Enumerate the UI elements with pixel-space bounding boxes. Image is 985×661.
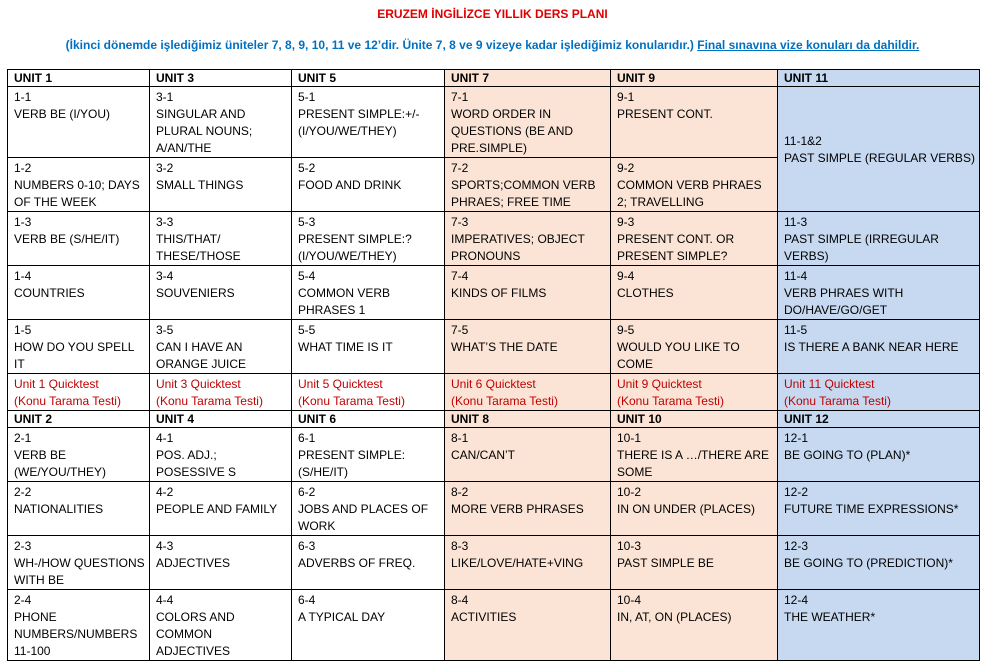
- top-header-row: [8, 70, 980, 87]
- lesson-cell: 1-5 HOW DO YOU SPELL IT: [8, 320, 150, 374]
- lesson-row: [8, 536, 980, 590]
- unit-header: UNIT 3: [150, 70, 292, 87]
- lesson-cell: 12-4 THE WEATHER*: [778, 590, 980, 661]
- lesson-plan-table: [7, 69, 980, 661]
- unit-header: UNIT 1: [8, 70, 150, 87]
- lesson-cell: 11-3 PAST SIMPLE (IRREGULAR VERBS): [778, 212, 980, 266]
- lesson-cell: 5-4 COMMON VERB PHRASES 1: [292, 266, 445, 320]
- lesson-cell: 2-2 NATIONALITIES: [8, 482, 150, 536]
- lesson-cell: 11-4 VERB PHRAES WITH DO/HAVE/GO/GET: [778, 266, 980, 320]
- lesson-cell: 10-1 THERE IS A …/THERE ARE SOME: [611, 428, 778, 482]
- lesson-cell: 9-5 WOULD YOU LIKE TO COME: [611, 320, 778, 374]
- lesson-cell: 4-3 ADJECTIVES: [150, 536, 292, 590]
- lesson-cell: 7-3 IMPERATIVES; OBJECT PRONOUNS: [445, 212, 611, 266]
- lesson-cell: 10-4 IN, AT, ON (PLACES): [611, 590, 778, 661]
- lesson-row: [8, 212, 980, 266]
- lesson-cell: 3-3 THIS/THAT/ THESE/THOSE: [150, 212, 292, 266]
- lesson-cell: 8-4 ACTIVITIES: [445, 590, 611, 661]
- unit-header: UNIT 5: [292, 70, 445, 87]
- lesson-cell: 12-3 BE GOING TO (PREDICTION)*: [778, 536, 980, 590]
- quicktest-row: [8, 374, 980, 411]
- quicktest-cell: Unit 9 Quicktest (Konu Tarama Testi): [611, 374, 778, 411]
- lesson-cell: 2-3 WH-/HOW QUESTIONS WITH BE: [8, 536, 150, 590]
- lesson-cell: 8-2 MORE VERB PHRASES: [445, 482, 611, 536]
- lesson-cell: 10-3 PAST SIMPLE BE: [611, 536, 778, 590]
- lesson-cell: 7-1 WORD ORDER IN QUESTIONS (BE AND PRE.SIMPLE): [445, 87, 611, 158]
- lesson-cell: 3-5 CAN I HAVE AN ORANGE JUICE: [150, 320, 292, 374]
- quicktest-cell: Unit 6 Quicktest (Konu Tarama Testi): [445, 374, 611, 411]
- lesson-cell: 6-3 ADVERBS OF FREQ.: [292, 536, 445, 590]
- lesson-cell: 4-2 PEOPLE AND FAMILY: [150, 482, 292, 536]
- quicktest-cell: Unit 11 Quicktest (Konu Tarama Testi): [778, 374, 980, 411]
- lesson-row: [8, 266, 980, 320]
- lesson-row: [8, 87, 980, 158]
- lesson-cell: 8-1 CAN/CAN’T: [445, 428, 611, 482]
- unit-header: UNIT 10: [611, 411, 778, 428]
- lesson-cell: 4-1 POS. ADJ.; POSESSIVE S: [150, 428, 292, 482]
- lesson-row: [8, 590, 980, 661]
- unit-header: UNIT 6: [292, 411, 445, 428]
- lesson-cell-merged: [778, 87, 980, 212]
- merged-lesson-text: 11-1&2 PAST SIMPLE (REGULAR VERBS): [784, 134, 975, 165]
- page-subtitle: [0, 38, 985, 52]
- lesson-cell: 7-2 SPORTS;COMMON VERB PHRAES; FREE TIME: [445, 158, 611, 212]
- lesson-cell: 7-5 WHAT’S THE DATE: [445, 320, 611, 374]
- lesson-cell: 1-3 VERB BE (S/HE/IT): [8, 212, 150, 266]
- lesson-cell: 3-4 SOUVENIERS: [150, 266, 292, 320]
- lesson-row: [8, 482, 980, 536]
- lesson-row: [8, 320, 980, 374]
- lesson-cell: 9-4 CLOTHES: [611, 266, 778, 320]
- unit-header: UNIT 8: [445, 411, 611, 428]
- unit-header: UNIT 7: [445, 70, 611, 87]
- unit-header: UNIT 12: [778, 411, 980, 428]
- subtitle-underlined: Final sınavına vize konuları da dahildir.: [697, 38, 920, 52]
- lesson-cell: 6-4 A TYPICAL DAY: [292, 590, 445, 661]
- lesson-cell: 12-2 FUTURE TIME EXPRESSIONS*: [778, 482, 980, 536]
- lesson-cell: 10-2 IN ON UNDER (PLACES): [611, 482, 778, 536]
- lesson-cell: 9-1 PRESENT CONT.: [611, 87, 778, 158]
- bottom-header-row: [8, 411, 980, 428]
- quicktest-cell: Unit 1 Quicktest (Konu Tarama Testi): [8, 374, 150, 411]
- lesson-cell: 2-1 VERB BE (WE/YOU/THEY): [8, 428, 150, 482]
- lesson-cell: 1-2 NUMBERS 0-10; DAYS OF THE WEEK: [8, 158, 150, 212]
- unit-header: UNIT 11: [778, 70, 980, 87]
- lesson-cell: 12-1 BE GOING TO (PLAN)*: [778, 428, 980, 482]
- lesson-cell: 3-1 SINGULAR AND PLURAL NOUNS; A/AN/THE: [150, 87, 292, 158]
- lesson-cell: 5-2 FOOD AND DRINK: [292, 158, 445, 212]
- page-title: ERUZEM İNGİLİZCE YILLIK DERS PLANI: [377, 7, 608, 21]
- quicktest-cell: Unit 3 Quicktest (Konu Tarama Testi): [150, 374, 292, 411]
- lesson-cell: 5-5 WHAT TIME IS IT: [292, 320, 445, 374]
- unit-header: UNIT 4: [150, 411, 292, 428]
- lesson-cell: 11-5 IS THERE A BANK NEAR HERE: [778, 320, 980, 374]
- lesson-cell: 6-1 PRESENT SIMPLE: (S/HE/IT): [292, 428, 445, 482]
- unit-header: UNIT 2: [8, 411, 150, 428]
- lesson-cell: 9-2 COMMON VERB PHRAES 2; TRAVELLING: [611, 158, 778, 212]
- lesson-cell: 5-3 PRESENT SIMPLE:? (I/YOU/WE/THEY): [292, 212, 445, 266]
- lesson-cell: 1-4 COUNTRIES: [8, 266, 150, 320]
- unit-header: UNIT 9: [611, 70, 778, 87]
- lesson-cell: 7-4 KINDS OF FILMS: [445, 266, 611, 320]
- lesson-cell: 4-4 COLORS AND COMMON ADJECTIVES: [150, 590, 292, 661]
- lesson-row: [8, 428, 980, 482]
- lesson-cell: 8-3 LIKE/LOVE/HATE+VING: [445, 536, 611, 590]
- lesson-cell: 5-1 PRESENT SIMPLE:+/- (I/YOU/WE/THEY): [292, 87, 445, 158]
- lesson-cell: 3-2 SMALL THINGS: [150, 158, 292, 212]
- lesson-cell: 9-3 PRESENT CONT. OR PRESENT SIMPLE?: [611, 212, 778, 266]
- lesson-cell: 6-2 JOBS AND PLACES OF WORK: [292, 482, 445, 536]
- quicktest-cell: Unit 5 Quicktest (Konu Tarama Testi): [292, 374, 445, 411]
- lesson-cell: 2-4 PHONE NUMBERS/NUMBERS 11-100: [8, 590, 150, 661]
- subtitle-text: (İkinci dönemde işlediğimiz üniteler 7, 8, 9, 10, 11 ve 12’dir. Ünite 7, 8 ve 9 vizeye kadar işlediğimiz konularıdır.): [65, 38, 694, 52]
- lesson-cell: 1-1 VERB BE (I/YOU): [8, 87, 150, 158]
